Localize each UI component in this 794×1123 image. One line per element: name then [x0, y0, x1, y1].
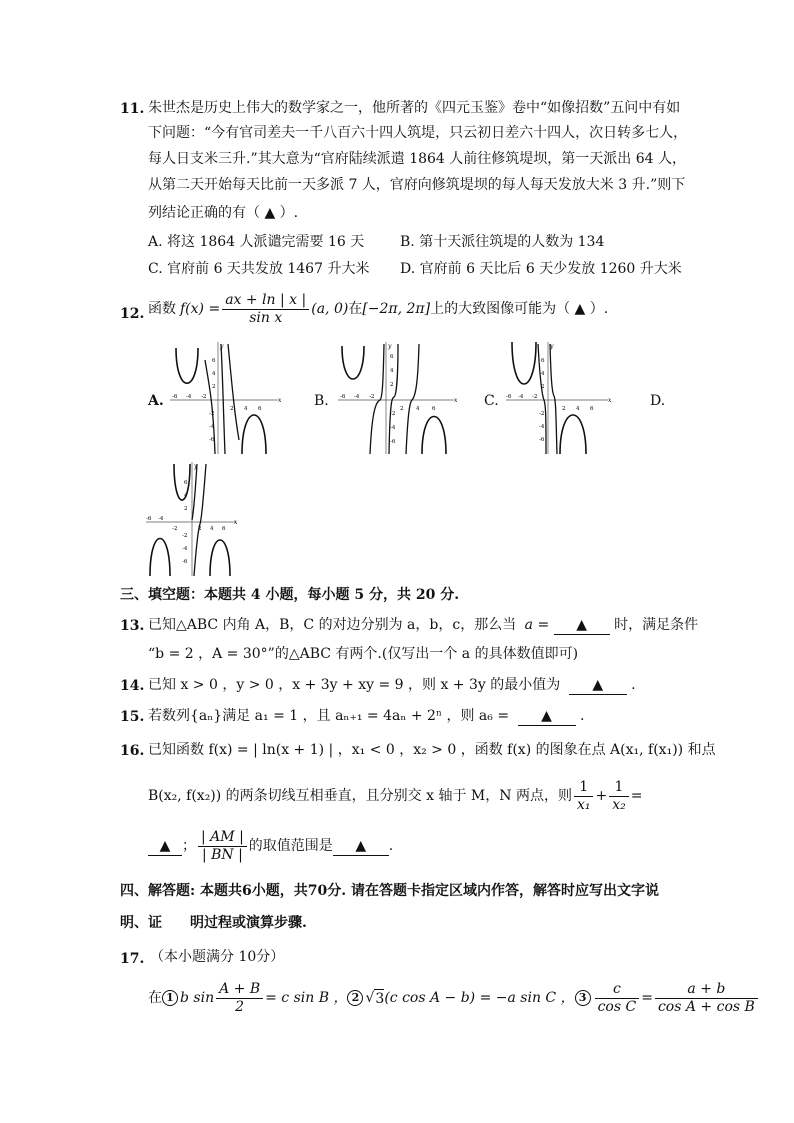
graph-c-tick-x: -6 — [506, 394, 512, 400]
graph-d-tick-y: -4 — [182, 546, 188, 552]
graph-a-tick-x: 6 — [258, 406, 262, 412]
q17-c1-pre: b sin — [180, 990, 215, 1006]
q17-conditions — [148, 976, 760, 1020]
q17-circle-3: 3 — [575, 990, 591, 1006]
graph-d-tick-x: 2 — [198, 526, 202, 532]
graph-d-curve — [174, 464, 190, 500]
graph-d — [144, 460, 240, 578]
graph-c-tick-y: -6 — [539, 437, 545, 443]
graph-d-tick-y: 2 — [184, 506, 188, 512]
q17-c3-frac2 — [655, 981, 758, 1016]
graph-a-tick-y: -4 — [209, 424, 215, 430]
graph-a-x-label: x — [278, 397, 282, 404]
q12-prefix: 函数 — [148, 301, 176, 317]
graph-c-tick-x: 2 — [562, 406, 566, 412]
q11-option-d: D. 官府前 6 天比后 6 天少发放 1260 升大米 — [400, 261, 682, 277]
graph-d-tick-y: 4 — [184, 493, 188, 499]
graph-d-tick-y: -6 — [182, 559, 188, 565]
graph-b-x-label: x — [454, 397, 458, 404]
q17-c3-den2: cos A + cos B — [657, 998, 755, 1015]
graph-a-tick-y: 4 — [212, 371, 216, 377]
graph-b-tick-y: 4 — [390, 368, 394, 374]
q11-line5: 列结论正确的有（ ▲ ）. — [148, 205, 299, 221]
q16-line3 — [148, 826, 393, 866]
q13-line2: “b = 2 ，A = 30°”的△ABC 有两个.(仅写出一个 a 的具体数值即可) — [148, 646, 579, 662]
graph-d-tick-x: 6 — [222, 526, 226, 532]
graph-c-tick-x: 4 — [576, 406, 580, 412]
q17-zai: 在 — [148, 990, 162, 1006]
q12-label-a: A. — [148, 393, 164, 409]
q16-period: . — [388, 838, 394, 854]
section4-line2: 明、证 明过程或演算步骤. — [120, 915, 307, 931]
graph-c — [504, 340, 616, 456]
graph-a-y-label: y — [220, 343, 224, 350]
q17-c3-den: cos C — [597, 998, 637, 1015]
q12-statement — [148, 291, 608, 327]
graph-c-curve — [512, 342, 536, 384]
graph-c-svg — [504, 340, 616, 456]
q11-option-b: B. 第十天派往筑堤的人数为 134 — [400, 234, 605, 250]
q13-answer-blank: ▲ — [554, 616, 610, 635]
q11-number: 11. — [120, 101, 145, 117]
graph-b-tick-x: -6 — [340, 394, 346, 400]
graph-d-curve — [192, 464, 197, 520]
graph-a-tick-x: 2 — [230, 406, 234, 412]
graph-b-curve — [389, 344, 398, 454]
q15-line — [148, 707, 584, 726]
graph-a-tick-y: 2 — [212, 384, 216, 390]
section3-title: 三、填空题：本题共 4 小题，每小题 5 分，共 20 分. — [120, 587, 460, 603]
q15-answer-blank: ▲ — [518, 707, 576, 726]
q13-line1 — [148, 616, 698, 635]
q16-frac2 — [609, 779, 629, 814]
graph-d-tick-x: 4 — [210, 526, 214, 532]
graph-b-tick-x: 4 — [416, 406, 420, 412]
q17-c3-num: c — [595, 981, 640, 999]
graph-c-tick-x: -2 — [532, 394, 538, 400]
graph-a-tick-x: 4 — [244, 406, 248, 412]
graph-a-svg — [168, 340, 284, 456]
graph-a-curve — [176, 348, 198, 383]
graph-b-tick-y: -2 — [390, 411, 396, 417]
q12-frac-num: ax + ln | x | — [222, 292, 309, 310]
graph-d-tick-x: -6 — [146, 516, 152, 522]
q16-frac3-num: | AM | — [198, 829, 247, 847]
graph-c-curve — [560, 415, 586, 454]
q17-c1-frac — [216, 981, 263, 1016]
q11-option-c: C. 官府前 6 天共发放 1467 升大米 — [148, 261, 370, 277]
graph-a-tick-y: -6 — [209, 437, 215, 443]
q11-option-a: A. 将这 1864 人派谴完需要 16 天 — [148, 234, 365, 250]
graph-a-tick-x: -4 — [186, 394, 192, 400]
graph-d-curve — [210, 540, 230, 576]
graph-c-tick-y: 6 — [541, 358, 545, 364]
q16-frac1 — [574, 779, 594, 814]
graph-c-curve — [550, 344, 557, 454]
q16-semicolon: ； — [182, 838, 196, 854]
graph-b-tick-x: 6 — [432, 406, 436, 412]
graph-c-tick-y: 2 — [541, 384, 545, 390]
graph-b-svg — [336, 340, 460, 456]
q16-frac2-den: x₂ — [612, 796, 626, 813]
graph-c-tick-y: -4 — [539, 424, 545, 430]
graph-d-svg — [144, 460, 240, 578]
q11-line3: 每人日支米三升.”其大意为“官府陆续派遣 1864 人前往修筑堤坝，第一天派出 64 人， — [148, 151, 687, 167]
q12-label-b: B. — [314, 393, 329, 409]
q11-line4: 从第二天开始每天比前一天多派 7 人，官府向修筑堤坝的每人每天发放大米 3 升.”则下 — [148, 177, 686, 193]
graph-a — [168, 340, 284, 456]
graph-a-tick-x: -2 — [201, 394, 207, 400]
graph-d-y-label: y — [194, 463, 198, 470]
q12-fraction — [222, 292, 309, 327]
graph-d-x-label: x — [234, 519, 238, 526]
q16-frac3 — [198, 829, 247, 864]
q17-header: （本小题满分 10分） — [150, 949, 285, 965]
q13-line1-a: 已知△ABC 内角 A，B，C 的对边分别为 a，b，c，那么当 — [148, 617, 517, 633]
q14-text-a: 已知 x > 0 ，y > 0 ，x + 3y + xy = 9 ，则 x + 3y 的最小值为 — [148, 677, 561, 693]
graph-c-tick-x: 6 — [590, 406, 594, 412]
q12-suffix: 上的大致图像可能为（ ▲ ）. — [430, 301, 609, 317]
q17-c3-frac1 — [595, 981, 640, 1016]
q17-c2-text: (c cos A − b) = −a sin C ， — [384, 990, 575, 1006]
graph-d-tick-x: -2 — [172, 526, 178, 532]
q17-sqrt-symbol: √ — [365, 990, 375, 1006]
q15-number: 15. — [120, 709, 145, 725]
q16-answer-blank-1: ▲ — [148, 837, 182, 856]
q13-line1-b: 时，满足条件 — [614, 617, 699, 633]
q16-line1: 已知函数 f(x) = | ln(x + 1) | ，x₁ < 0 ，x₂ > 0 ，函数 f(x) 的图象在点 A(x₁, f(x₁)) 和点 — [148, 742, 716, 758]
graph-b-tick-y: 2 — [390, 382, 394, 388]
graph-c-y-label: y — [550, 343, 554, 350]
q12-mid: 在 — [348, 301, 363, 317]
q12-func-lhs: f(x) = — [180, 301, 221, 317]
q17-c1-num: A + B — [216, 981, 263, 999]
q14-text-b: . — [631, 677, 636, 693]
q16-range-text: 的取值范围是 — [248, 838, 333, 854]
q11-line2: 下问题：“今有官司差夫一千八百六十四人筑堤，只云初日差六十四人，次日转多七人， — [148, 125, 688, 141]
graph-a-curve — [221, 344, 225, 454]
q14-number: 14. — [120, 678, 145, 694]
q16-line2 — [148, 776, 642, 816]
q17-c1-den: 2 — [235, 998, 245, 1015]
q16-frac1-num: 1 — [574, 779, 594, 797]
graph-b-tick-x: -2 — [369, 394, 375, 400]
q16-plus: + — [595, 788, 608, 804]
q16-number: 16. — [120, 743, 145, 759]
q11-line1: 朱世杰是历史上伟大的数学家之一，他所著的《四元玉鉴》卷中“如像招数”五问中有如 — [148, 100, 681, 116]
graph-b-tick-x: 2 — [400, 406, 404, 412]
q15-text-b: . — [579, 708, 585, 724]
q16-answer-blank-2: ▲ — [333, 837, 389, 856]
q12-number: 12. — [120, 306, 145, 322]
graph-b-tick-y: 6 — [390, 354, 394, 360]
q14-answer-blank: ▲ — [569, 676, 627, 695]
graph-d-tick-x: -4 — [158, 516, 164, 522]
graph-b-y-label: y — [388, 343, 392, 350]
q17-c1-post: = c sin B ， — [265, 990, 348, 1006]
graph-b-curve — [406, 344, 419, 454]
q12-interval: [−2π, 2π] — [362, 301, 431, 317]
q16-frac1-den: x₁ — [576, 796, 591, 813]
graph-c-tick-y: -2 — [539, 411, 545, 417]
q16-frac2-num: 1 — [609, 779, 629, 797]
q12-label-d: D. — [650, 393, 666, 409]
q16-eq: = — [630, 788, 643, 804]
graph-c-tick-x: -4 — [518, 394, 524, 400]
q12-condition: (a, 0) — [311, 301, 349, 317]
q13-eq: a = — [524, 617, 550, 633]
graph-a-tick-y: -2 — [209, 411, 215, 417]
q17-c3-num2: a + b — [655, 981, 758, 999]
graph-a-tick-y: 6 — [212, 358, 216, 364]
q16-frac3-den: | BN | — [201, 846, 243, 863]
graph-d-tick-y: 6 — [184, 480, 188, 486]
graph-b-tick-y: -4 — [390, 425, 396, 431]
graph-d-tick-y: -2 — [182, 533, 188, 539]
q17-c3-eq: = — [641, 990, 653, 1006]
graph-b-tick-x: -4 — [354, 394, 360, 400]
q12-frac-den: sin x — [249, 309, 283, 326]
q14-line — [148, 676, 636, 695]
q17-circle-1: 1 — [162, 990, 178, 1006]
q17-c2-root: 3 — [375, 990, 385, 1007]
q12-label-c: C. — [484, 393, 499, 409]
graph-a-curve — [242, 415, 266, 454]
q16-line2-a: B(x₂, f(x₂)) 的两条切线互相垂直，且分别交 x 轴于 M，N 两点，则 — [148, 788, 572, 804]
graph-b — [336, 340, 460, 456]
graph-b-curve — [342, 346, 364, 379]
graph-c-x-label: x — [608, 397, 612, 404]
q17-circle-2: 2 — [347, 990, 363, 1006]
graph-b-curve — [422, 417, 446, 455]
q15-text-a: 若数列{aₙ}满足 a₁ = 1 ，且 aₙ₊₁ = 4aₙ + 2ⁿ ，则 a₆ = — [148, 708, 510, 724]
graph-c-tick-y: 4 — [541, 371, 545, 377]
graph-a-tick-x: -6 — [172, 394, 178, 400]
q13-number: 13. — [120, 618, 145, 634]
graph-d-curve — [150, 539, 170, 577]
section4-line1: 四、解答题: 本题共6小题，共70分. 请在答题卡指定区域内作答，解答时应写出文字说 — [120, 883, 660, 899]
graph-b-tick-y: -6 — [390, 439, 396, 445]
q17-number: 17. — [120, 951, 145, 967]
graph-a-curve — [228, 344, 239, 440]
